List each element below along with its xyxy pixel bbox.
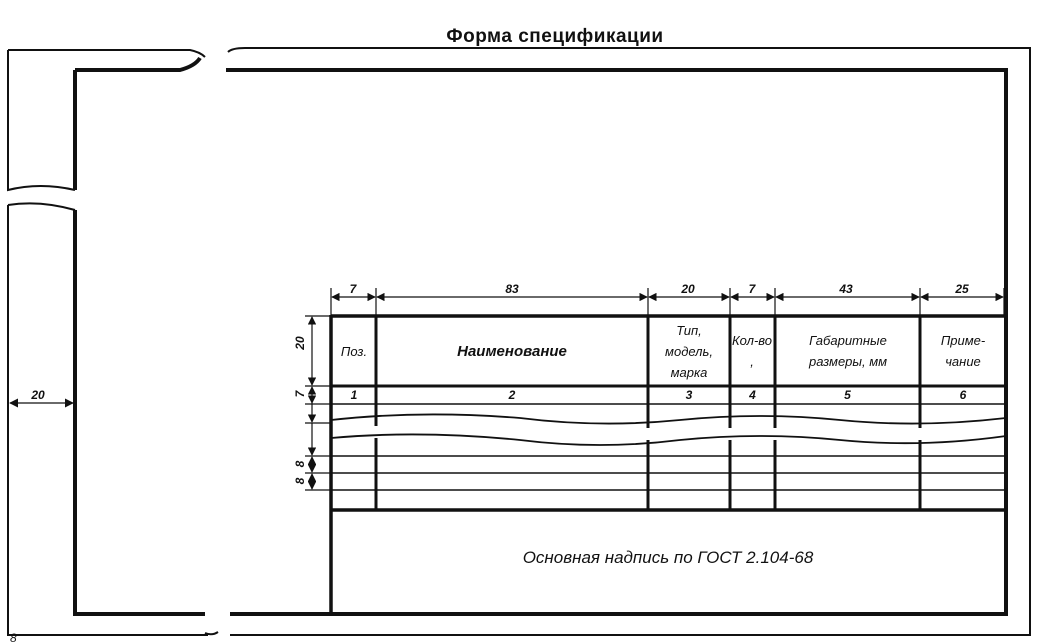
col-dim-5: 43: [839, 282, 853, 296]
row-height-label-2: 8: [293, 477, 307, 485]
column-number-5: 5: [844, 388, 851, 402]
header-height-label: 20: [293, 336, 307, 350]
number-row-height-label: 7: [293, 390, 307, 398]
header-name: Наименование: [457, 342, 567, 360]
col-dim-6: 25: [955, 282, 969, 296]
column-number-6: 6: [959, 388, 967, 402]
header-type: Тип, модель, марка: [665, 322, 713, 380]
title-block-label: Основная надпись по ГОСТ 2.104-68: [522, 548, 814, 567]
row-height-label-1: 8: [293, 460, 307, 468]
left-margin-label: 20: [31, 388, 45, 402]
column-number-4: 4: [749, 388, 756, 402]
header-pos: Поз.: [340, 343, 368, 359]
header-dimensions: Габаритные размеры, мм: [808, 333, 888, 369]
column-number-3: 3: [685, 388, 693, 402]
column-number-2: 2: [508, 388, 516, 402]
row-height-dimensions: [305, 316, 330, 490]
col-dim-1: 7: [349, 282, 357, 296]
header-notes: Приме-чание: [940, 333, 986, 369]
corner-mark: 8: [10, 631, 17, 644]
page-title: Форма спецификации: [446, 26, 664, 47]
col-dim-2: 83: [505, 282, 519, 296]
header-qty: Кол-во ,: [732, 333, 772, 369]
col-dim-3: 20: [681, 282, 695, 296]
col-dim-4: 7: [748, 282, 756, 296]
column-number-1: 1: [350, 388, 358, 402]
column-width-dimensions: [331, 288, 1004, 315]
